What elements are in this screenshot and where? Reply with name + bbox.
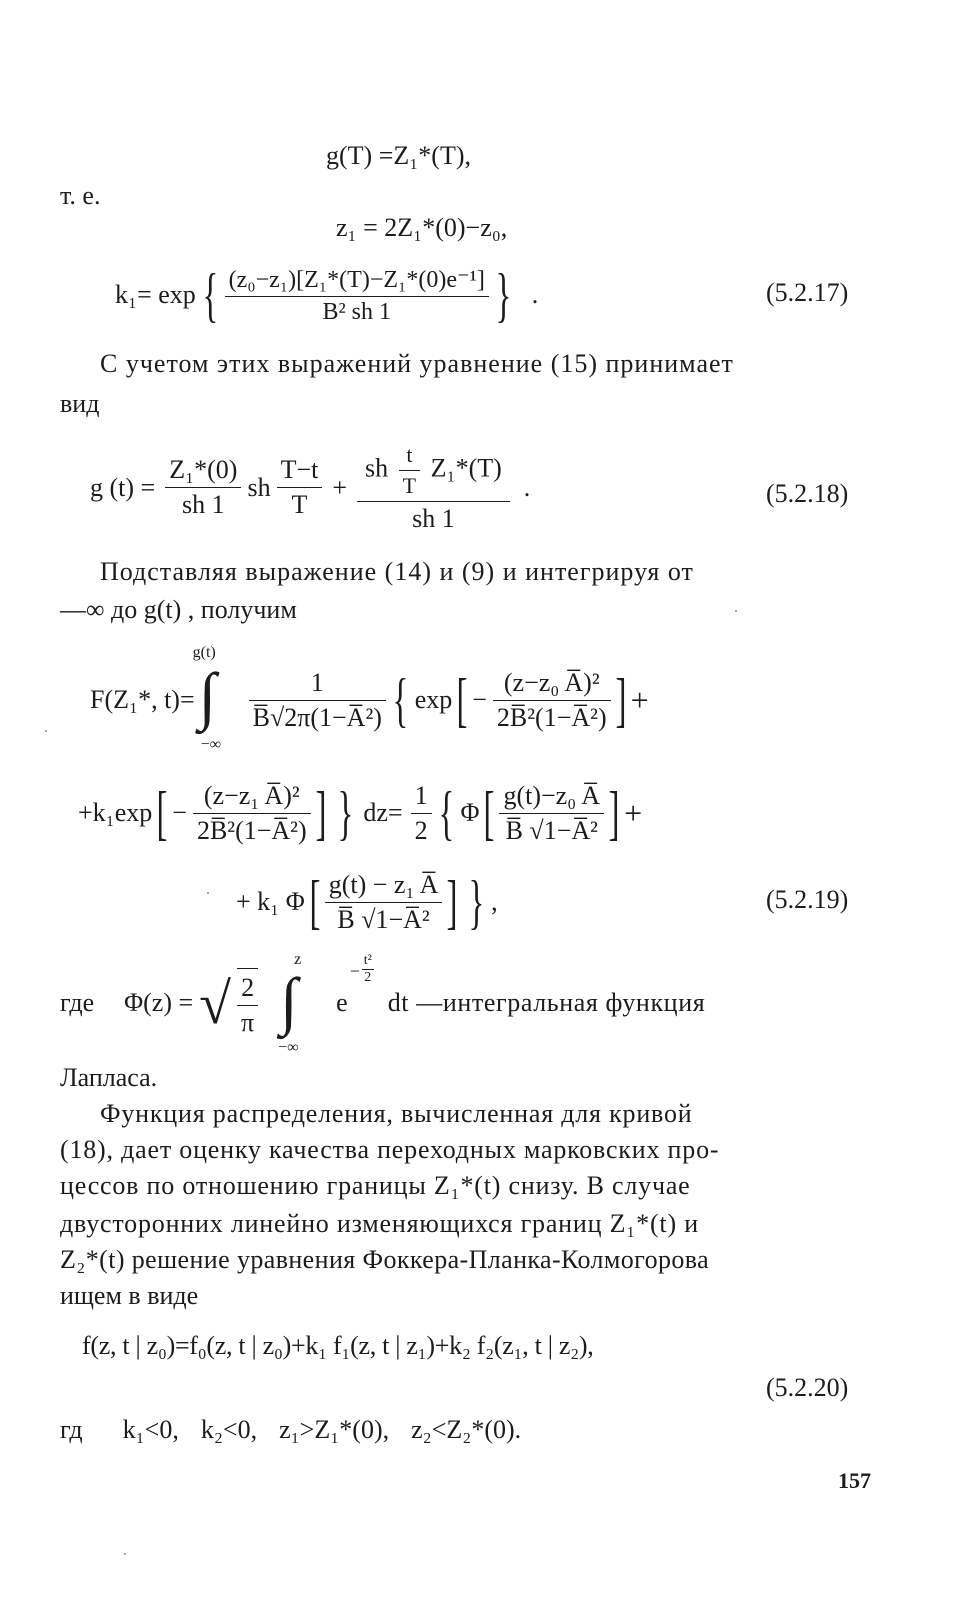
F-dz: dz= [363,798,403,827]
g-t-frac-3-num [357,442,510,502]
equation-F-line-2 [78,768,642,858]
right-bracket: ] [608,780,620,846]
F-exp-1-frac [493,668,611,733]
scan-speck [735,610,737,612]
g-t-frac-3 [357,442,510,534]
condition-z1: z₁>Z₁*(0), [279,1415,390,1444]
k1-denominator: B² sh 1 [322,298,391,325]
F-phi-1: Φ [460,798,480,827]
Phi-sqrt-num: 2 [237,973,258,1006]
paragraph-3-line-6: ищем в виде [60,1281,199,1310]
F-phi-1-frac [499,781,604,846]
equation-number-5-2-18: (5.2.18) [766,479,849,508]
condition-k2: k₂<0, [200,1415,258,1444]
F-exp-1: exp [414,685,453,714]
F-half [411,781,432,846]
paragraph-2-line-1: Подставляя выражение (14) и (9) и интегрируя от [100,557,694,586]
F-phi-1-den: B̅ √1−A̅² [505,815,598,845]
equation-number-5-2-20: (5.2.20) [766,1373,849,1402]
F-exp-1-num: (z−z₀ A̅)² [493,668,611,701]
integral-sign: ∫ [280,965,298,1036]
integral-2 [276,951,320,1056]
F-exp-2-frac [193,781,311,846]
k1-tail: . [531,280,539,309]
left-bracket: [ [156,780,168,846]
F-k1-phi: + k₁ Φ [236,887,305,916]
F-normalizer [249,668,386,733]
Phi-sqrt-den: π [241,1008,255,1037]
left-brace: { [438,780,454,846]
k1-numerator: (z₀−z₁)[Z₁*(T)−Z₁*(0)e⁻¹] [225,265,489,297]
Phi-exponent [348,953,388,1013]
integral-2-lower: −∞ [278,1039,299,1056]
left-brace: { [392,667,409,733]
scan-speck [45,730,47,732]
g-t-sh: sh [247,472,271,502]
g-t-frac-3-sh: sh [365,452,389,482]
right-brace: } [468,869,485,935]
Phi-exp-num: t² [363,953,372,968]
Phi-lhs: Φ(z) = [124,988,194,1017]
g-t-frac-3-rest: Z₁*(T) [430,452,502,482]
k1-lhs: k₁= exp [115,280,196,309]
equation-conditions [60,1414,521,1446]
F-exp-2-den: 2B̅²(1−A̅²) [196,815,307,845]
page-number: 157 [838,1468,871,1493]
F-normalizer-den: B̅√2π(1−A̅²) [252,702,382,732]
F-exp-2-num: (z−z₁ A̅)² [193,781,311,814]
equation-F-line-3 [236,862,498,942]
g-t-frac-3-inner [399,442,420,499]
paragraph-1-line-1: С учетом этих выражений уравнение (15) принимает [100,349,734,378]
g-t-frac-3-inner-num: t [399,442,420,471]
condition-k1: k₁<0, [122,1415,179,1444]
sqrt-sign: √ [199,970,232,1036]
Phi-exp-minus: − [349,961,360,981]
equation-Phi [60,948,705,1058]
F-half-num: 1 [411,781,432,814]
minus-sign: − [472,685,487,714]
paragraph-3-line-4: двусторонних линейно изменяющихся границ Z₁*(t) и [60,1209,699,1238]
F-half-den: 2 [414,815,428,845]
Phi-gde: где [60,988,95,1017]
Phi-e: e [336,988,348,1017]
right-brace: } [337,780,353,846]
F-normalizer-num: 1 [249,668,386,701]
Phi-rest: dt —интегральная функция [387,988,706,1017]
conditions-gd: гд [60,1415,83,1444]
text-te: т. е. [60,181,101,210]
paragraph-3-line-3: цессов по отношению границы Z₁*(t) снизу. В случае [60,1171,691,1200]
g-t-frac-2-den: T [291,490,308,519]
F-k1-exp: +k₁exp [78,798,153,827]
left-bracket: [ [309,869,321,935]
equation-number-5-2-19: (5.2.19) [766,885,849,914]
g-t-frac-1-den: sh 1 [182,490,225,519]
k1-fraction [225,265,489,326]
equation-k1 [115,255,538,335]
F-tail: , [491,887,498,916]
Phi-exp-den: 2 [364,970,372,985]
left-bracket: [ [483,780,495,846]
right-bracket: ] [615,667,627,733]
paragraph-3-line-5: Z₂*(t) решение уравнения Фоккера-Планка-Колмогорова [60,1245,710,1274]
equation-z1: z₁ = 2Z₁*(0)−z₀, [336,213,508,242]
equation-number-5-2-17: (5.2.17) [766,278,849,307]
g-t-frac-1 [165,455,241,520]
g-t-plus: + [332,472,348,502]
F-exp-1-den: 2B̅²(1−A̅²) [496,702,607,732]
g-t-tail: . [523,472,531,502]
scan-speck [124,1553,126,1555]
minus-sign: − [172,798,187,827]
condition-z2: z₂<Z₂*(0). [411,1415,522,1444]
scan-speck [207,892,209,894]
left-brace: { [202,262,219,328]
F-phi-2-den: B̅ √1−A̅² [337,904,430,934]
paragraph-3-line-1: Функция распределения, вычисленная для кривой [100,1099,693,1128]
g-t-frac-2 [277,455,323,520]
integral-1 [192,644,243,753]
g-t-frac-3-inner-den: T [402,472,417,498]
integral-sign: ∫ [198,660,217,731]
right-brace: } [495,262,512,328]
Phi-sqrt-frac [237,968,258,1038]
integral-2-upper: z [294,951,302,968]
integral-1-lower: −∞ [200,736,222,753]
F-phi-1-num: g(t)−z₀ A̅ [499,781,604,814]
g-t-frac-1-num: Z₁*(0) [165,455,241,488]
paragraph-2-line-2: —∞ до g(t) , получим [60,595,297,624]
g-t-frac-2-num: T−t [277,455,323,488]
equation-g-t [90,430,530,545]
equation-F-line-1 [90,645,649,755]
equation-f: f(z, t | z₀)=f₀(z, t | z₀)+k₁ f₁(z, t | z₁)+k₂ f₂(z₁, t | z₂), [82,1331,594,1360]
equation-g-T: g(T) =Z₁*(T), [326,141,472,170]
paragraph-1-line-2: вид [60,389,100,418]
F-phi-2-num: g(t) − z₁ A̅ [325,870,443,903]
left-bracket: [ [456,667,468,733]
paragraph-3-line-2: (18), дает оценку качества переходных марковских про- [60,1135,720,1164]
g-t-lhs: g (t) = [90,472,156,502]
F-phi-2-frac [325,870,443,935]
right-bracket: ] [315,780,327,846]
F-lhs: F(Z₁*, t)= [90,685,195,714]
g-t-frac-3-den: sh 1 [412,503,455,533]
right-bracket: ] [446,869,458,935]
F-plus: + [630,681,649,718]
text-laplace: Лапласа. [60,1063,158,1092]
F-plus-2: + [624,794,643,831]
Phi-exp-frac [362,953,374,986]
integral-1-upper: g(t) [192,644,216,661]
